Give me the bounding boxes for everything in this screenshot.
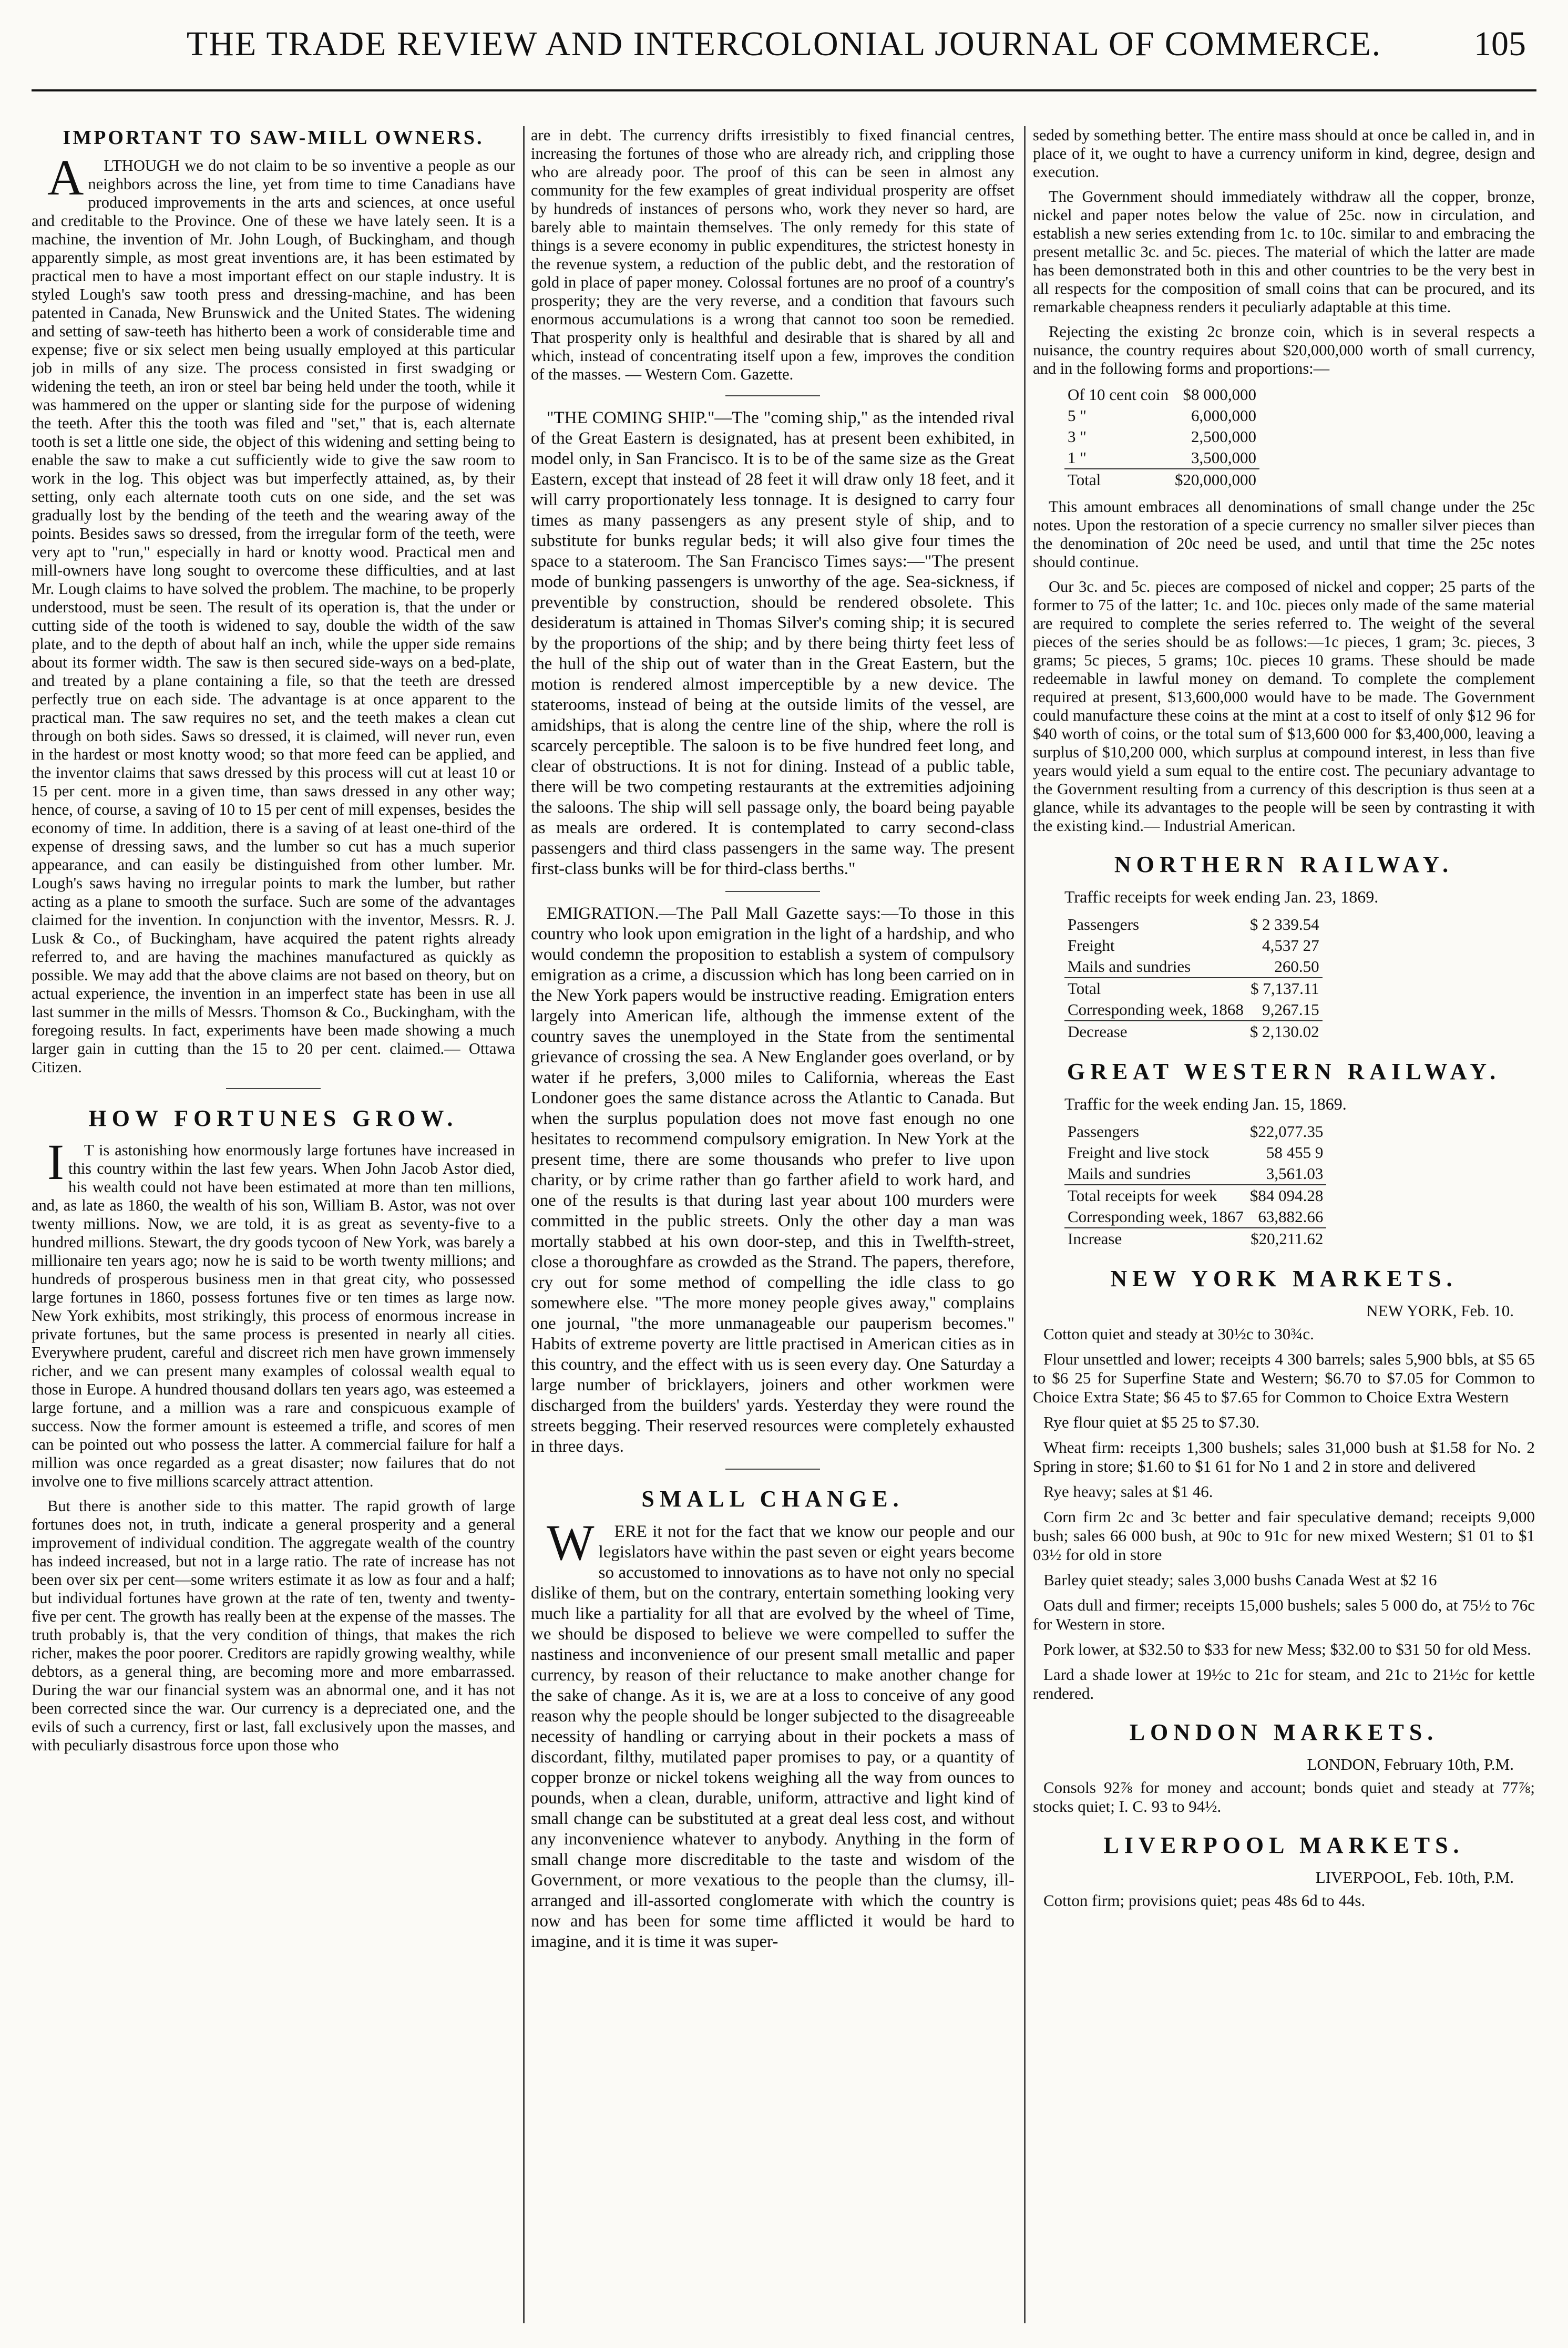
market-item: Barley quiet steady; sales 3,000 bushs Canada West at $2 16 (1043, 1571, 1437, 1589)
market-item: Pork lower, at $32.50 to $33 for new Mess; $32.00 to $31 50 for old Mess. (1043, 1640, 1531, 1658)
table-row: Freight and live stock 58 455 9 (1068, 1143, 1324, 1162)
market-item: Wheat firm: receipts 1,300 bushels; sales 31,000 bush at $1.58 for No. 2 Spring in store; $1.60 to $1 61 for No 1 and 2 in store and delivered (1033, 1438, 1535, 1475)
header-rule (32, 89, 1536, 91)
table-row: Passengers $22,077.35 (1068, 1122, 1324, 1141)
table-row: Freight 4,537 27 (1068, 936, 1319, 955)
article-emigration: EMIGRATION.—The Pall Mall Gazette says:—To those in this country who look upon emigration in the light of a hardship, and who would condemn the proposition to establish a system of compulsory emigration as a crime, a discussion which has long been carried on in the New York papers would be instructive reading. Emigration enters largely into American life, although the immense extent of the country saves the unemployed in the State from the sentimental grievance of crossing the sea. A New Englander goes overland, or by water if he prefers, 3,000 miles to California, whereas the East Londoner goes the same distance across the Atlantic to Canada. But when the surplus population does not move fast enough no one hesitates to recommend compulsory emigration. In New York at the present time, there are some thousands who prefer to live upon charity, or by crime rather than go farther afield to work hard, and one of the results is that during last year about 100 murders were committed in the public streets. Only the other day a man was mortally stabbed at his own door-step, and this in Twelfth-street, close a thoroughfare as crowded as the Strand. The papers, therefore, cry out for some method of compelling the idle class to go somewhere else. "The more money people gives away," complains one journal, "the more unmanageable our pauperism becomes." Habits of extreme poverty are little practised in American cities as in this country, and the effect with us is seen every day. One Saturday a large number of bricklayers, joiners and other workmen were discharged from the builders' yards. Yesterday they were round the streets begging. Their reserved resources were completely exhausted in three days. (531, 904, 1014, 1456)
table-row: Corresponding week, 1868 9,267.15 (1068, 1000, 1319, 1019)
new-york-markets (1033, 1265, 1535, 1703)
heading-new-york-markets: NEW YORK MARKETS. (1110, 1266, 1458, 1291)
column-divider (523, 126, 525, 2323)
small-change-paragraph: Our 3c. and 5c. pieces are composed of nickel and copper; 25 parts of the former to 75 of the latter; 1c. and 10c. pieces only made of the same material are required to complete the series referred to. The weight of the several pieces of the series should be as follows:—1c pieces, 1 gram; 3c. pieces, 3 grams; 5c pieces, 5 grams; 10c. pieces 10 grams. These should be made redeemable in lawful money on demand. To complete the complement required at present, $13,600,000 would have to be made. The Government could manufacture these coins at the mint at a cost to itself of only $12 96 for $40 worth of coins, or the total sum of $13,600 000 for $3,400,000, leaving a surplus of $10,200 000, which surplus at compound interest, in less than five years would yield a sum equal to the entire cost. The pecuniary advantage to the Government resulting from a currency of this description is thus seen at a glance, while its advantages to the people will be seen by contrasting it with the existing kind.— Industrial American. (1033, 578, 1535, 835)
article-body-fortunes-2: But there is another side to this matter. The rapid growth of large fortunes does not, in truth, indicate a general prosperity and a general improvement of individual condition. The aggregate wealth of the country has indeed increased, but not in a large ratio. The rate of increase has not been over six per cent—some writers estimate it as low as four and a half; but individual fortunes have grown at the rate of ten, twenty and twenty-five per cent. The growth has really been at the expense of the masses. The truth probably is, that the very condition of things, that makes the rich richer, makes the poor poorer. Creditors are rapidly growing wealthy, while debtors, as a general thing, are becoming more and more embarrassed. During the war our financial system was an abnormal one, and it has not been corrected since the war. Our currency is a depreciated one, and the evils of such a currency, first or last, fall exclusively upon the masses, and with peculiarly disastrous force upon those who (32, 1497, 515, 1754)
market-item: Corn firm 2c and 3c better and fair speculative demand; receipts 9,000 bush; sales 66 000 bush, at 90c to 91c for new mixed Western; $1 01 to $1 03½ for old in store (1033, 1508, 1535, 1564)
article-body-sawmill: ALTHOUGH we do not claim to be so inventive a people as our neighbors across the line, yet from time to time Canadians have produced improvements in the arts and sciences, at once useful and creditable to the Province. One of these we have lately seen. It is a machine, the invention of Mr. John Lough, of Buckingham, and though apparently simple, as most great inventions are, it has been estimated by practical men to have a most important effect on our staple industry. It is styled Lough's saw tooth press and dressing-machine, and has been patented in Canada, New Brunswick and the United States. The widening and setting of saw-teeth has hitherto been a work of considerable time and expense; five or six select men being usually employed at this particular job in mills of any size. The process consisted in first swadging or widening the teeth, an iron or steel bar being held under the tooth, while it was hammered on the upper or slanting side for the purpose of widening the teeth. After this the tooth was filed and "set," that is, each alternate tooth is set a little one side, the object of this widening and setting being to enable the saw to make a cut sufficiently wide to give the saw room to work in the log. This object was but imperfectly attained, as, by their setting, only each alternate tooth cuts on one side, and the set was gradually lost by the bending of the teeth and the wearing away of the points. Besides saws so dressed, from the irregular form of the teeth, were very apt to "run," especially in hard or knotty wood. Practical men and mill-owners have long sought to overcome these difficulties, and at last Mr. Lough claims to have solved the problem. The machine, to be properly understood, must be seen. The result of its operation is, that the under or cutting side of the tooth is widened to say, double the width of the saw plate, and to the depth of about half an inch, while the upper side remains about its former width. The saw is then secured side-ways on a bed-plate, and treated by a plane containing a file, so that the teeth are dressed perfectly true on each side. The advantage is at once apparent to the practical man. The saw requires no set, and the teeth makes a clean cut through on both sides. Saws so dressed, it is claimed, will never run, even in the hardest or most knotty wood; so that more feed can be applied, and the inventor claims that saws dressed by this process will cut at least 10 or 15 per cent. more in a given time, than saws dressed in any other way; hence, of course, a saving of 10 to 15 per cent of mill expenses, besides the economy of time. In addition, there is a saving of at least one-third of the expense of dressing saws, and the lumber so cut has a much superior appearance, and can easily be distinguished from other lumber. Mr. Lough's saws having no irregular points to mark the lumber, but rather acting as a plane to smooth the surface. Such are some of the advantages claimed for the invention. In conjunction with the inventor, Messrs. R. J. Lusk & Co., of Buckingham, have acquired the patent rights already referred to, and are having the machines manufactured as quickly as possible. We may add that the above claims are not based on theory, but on actual experience, the invention in an imperfect state has been in use all last summer in the mills of Messrs. Thomson & Co., Buckingham, with the foregoing results. In fact, experiments have been made showing a much larger gain in cutting than the 15 to 20 per cent. claimed.— Ottawa Citizen. (32, 149, 515, 1076)
new-york-dateline: NEW YORK, Feb. 10. (1366, 1301, 1514, 1320)
article-heading-fortunes: HOW FORTUNES GROW. (88, 1105, 458, 1131)
table-row: Corresponding week, 1867 63,882.66 (1068, 1207, 1324, 1226)
column-1 (32, 126, 515, 2323)
article-separator (725, 1469, 820, 1470)
market-item: Oats dull and firmer; receipts 15,000 bushels; sales 5 000 do, at 75½ to 76c for Western in store. (1033, 1596, 1535, 1633)
table-total-row: Decrease $ 2,130.02 (1064, 1021, 1323, 1042)
market-item: Rye heavy; sales at $1 46. (1043, 1482, 1213, 1501)
column-2 (531, 126, 1014, 2323)
column-divider (1024, 126, 1026, 2323)
journal-title: THE TRADE REVIEW AND INTERCOLONIAL JOURNAL OF COMMERCE. (186, 25, 1382, 63)
market-item: Cotton quiet and steady at 30½c to 30¾c. (1043, 1325, 1314, 1343)
northern-caption: Traffic receipts for week ending Jan. 23, 1869. (1064, 887, 1379, 906)
heading-london-markets: LONDON MARKETS. (1129, 1719, 1439, 1745)
page-number: 105 (1474, 25, 1526, 63)
table-row: Of 10 cent coin $8 000,000 (1068, 385, 1256, 404)
article-separator (725, 395, 820, 396)
article-heading-sawmill: IMPORTANT TO SAW-MILL OWNERS. (63, 127, 484, 149)
article-coming-ship: "THE COMING SHIP."—The "coming ship," as the intended rival of the Great Eastern is designated, has at present been exhibited, in model only, in San Francisco. It is to be of the same size as the Great Eastern, except that instead of 28 feet it will draw only 18 feet, and it will carry proportionately less tonnage. It is designed to carry four times as many passengers as any present style of ship, and to substitute for bunks regular beds; it will also give four times the space to a stateroom. The San Francisco Times says:—"The present mode of bunking passengers is unworthy of the age. Sea-sickness, if preventible by construction, should be rendered obsolete. This desideratum is attained in Thomas Silver's coming ship; it is secured by the proportions of the ship; and by there being thirty feet less of the hull of the ship out of water than in the Great Eastern, but the motion is rendered almost imperceptible by a new device. The staterooms, instead of being at the outside limits of the vessel, are amidships, that is along the centre line of the ship, where the roll is scarcely perceptible. The saloon is to be five hundred feet long, and clear of obstructions. It is not for dining. Instead of a public table, there will be two competing restaurants at the extremities adjoining the saloons. The ship will sell passage only, the board being payable as meals are ordered. It is contemplated to carry second-class passengers and third class passengers in the same way. The present first-class bunks will be for third-class berths." (531, 408, 1014, 878)
table-row: Mails and sundries 260.50 (1068, 957, 1319, 976)
page-header (32, 21, 1536, 100)
great-western-caption: Traffic for the week ending Jan. 15, 1869. (1064, 1094, 1347, 1113)
article-body-small-change: WERE it not for the fact that we know our people and our legislators have within the past seven or eight years become so accustomed to innovations as to have not only no special dislike of them, but on the contrary, entertain something looking very much like a partiality for all that are evolved by the wheel of Time, we should be disposed to believe we were compelled to suffer the nastiness and inconvenience of our present small metallic and paper currency, by reason of their reluctance to make another change for the sake of change. As it is, we are at a loss to conceive of any good reason why the people should be longer subjected to the disagreeable necessity of handling or carrying about in their pockets a mass of discordant, filthy, mutilated paper promises to pay, or a quantity of copper bronze or nickel tokens weighing all the way from ounces to pounds, when a clean, durable, uniform, attractive and light kind of small change can be substituted at a great deal less cost, and without any inconvenience whatever to anybody. Anything in the form of small change more discreditable to the taste and wisdom of the Government, or more vexatious to the people than the clumsy, ill-arranged and ill-assorted conglomerate with which the country is now and has been for some time afflicted it would be hard to imagine, and it is time it was super- (531, 1514, 1014, 1951)
article-separator (226, 1088, 321, 1089)
column-3 (1033, 126, 1535, 2323)
table-total-row: Total receipts for week $84 094.28 (1064, 1185, 1326, 1206)
small-change-continuation: seded by something better. The entire mass should at once be called in, and in place of it, we ought to have a currency uniform in kind, degree, design and execution. (1033, 126, 1535, 181)
small-change-paragraph: Rejecting the existing 2c bronze coin, which is in several respects a nuisance, the country requires about $20,000,000 worth of small currency, and in the following forms and proportions:— (1033, 323, 1535, 377)
article-heading-small-change: SMALL CHANGE. (641, 1486, 904, 1512)
table-row: 5 " 6,000,000 (1068, 406, 1256, 425)
article-separator (725, 891, 820, 892)
table-row: Mails and sundries 3,561.03 (1068, 1164, 1324, 1183)
small-change-paragraph: This amount embraces all denominations of small change under the 25c notes. Upon the restoration of a specie currency no smaller silver pieces than the denomination of 20c need be used, and until that time the 25c notes should continue. (1033, 498, 1535, 571)
london-markets (1033, 1719, 1535, 1816)
heading-great-western-railway: GREAT WESTERN RAILWAY. (1067, 1059, 1501, 1084)
fortunes-continuation: are in debt. The currency drifts irresistibly to fixed financial centres, increasing the fortunes of those who are already rich, and crippling those who are already poor. The proof of this can be seen in almost any community for the few examples of great individual prosperity are offset by hundreds of instances of persons who, work they never so hard, are barely able to maintain themselves. The only remedy for this state of things is a severe economy in public expenditures, the strictest honesty in the revenue system, a reduction of the public debt, and the restoration of gold in place of paper money. Colossal fortunes are no proof of a country's prosperity; they are the very reverse, and a condition that favours such enormous accumulations is a wrong that cannot too soon be remedied. That prosperity only is healthful and desirable that is shared by all and which, instead of concentrating itself upon a few, improves the condition of the masses. — Western Com. Gazette. (531, 126, 1014, 383)
table-row: Passengers $ 2 339.54 (1068, 915, 1319, 934)
table-row: 1 " 3,500,000 (1068, 448, 1256, 467)
great-western-table (1064, 1121, 1326, 1249)
market-item: Lard a shade lower at 19½c to 21c for steam, and 21c to 21½c for kettle rendered. (1033, 1665, 1535, 1703)
heading-liverpool-markets: LIVERPOOL MARKETS. (1103, 1832, 1464, 1858)
market-item: Cotton firm; provisions quiet; peas 48s 6d to 44s. (1043, 1891, 1366, 1910)
northern-table (1064, 914, 1323, 1042)
small-change-paragraph: The Government should immediately withdraw all the copper, bronze, nickel and paper notes below the value of 25c. now in circulation, and establish a new series extending from 1c. to 10c. similar to and embracing the present metallic 3c. and 5c. pieces. The material of which the latter are made has been demonstrated both in this and other countries to be the very best in all respects for the composition of small coins that can be procured, and its remarkable cheapness renders it peculiarly adaptable at this time. (1033, 188, 1535, 316)
article-body-fortunes: IT is astonishing how enormously large fortunes have increased in this country within the last few years. When John Jacob Astor died, his wealth could not have been estimated at more than ten millions, and, as late as 1860, the wealth of his son, William B. Astor, was not over twenty millions. Now, we are told, it is as great as seventy-five to a hundred millions. Stewart, the dry goods tycoon of New York, was barely a millionaire ten years ago; now he is said to be worth twenty millions; and hundreds of prosperous business men in that great city, who possessed large fortunes in 1860, possess fortunes five or ten times as large now. New York exhibits, most strikingly, this process of enormous increase in private fortunes, but the same process is presented in nearly all cities. Everywhere prudent, careful and discreet rich men have grown immensely richer, and we can present many examples of colossal wealth equal to those in Europe. A hundred thousand dollars ten years ago, was esteemed a large fortune, and a million was a rare and conspicuous example of success. Now the former amount is esteemed a trifle, and scores of men can be pointed out who possess the latter. A commercial failure for half a million was once regarded as a great disaster; now failures that do not involve one to five millions scarcely attract attention. (32, 1134, 515, 1490)
liverpool-dateline: LIVERPOOL, Feb. 10th, P.M. (1315, 1868, 1514, 1886)
table-row: 3 " 2,500,000 (1068, 427, 1256, 446)
liverpool-markets (1033, 1832, 1535, 1910)
table-total-row: Increase $20,211.62 (1064, 1228, 1326, 1249)
market-item: Rye flour quiet at $5 25 to $7.30. (1043, 1413, 1260, 1431)
market-item: Consols 92⅞ for money and account; bonds quiet and steady at 77⅞; stocks quiet; I. C. 93 to 94½. (1033, 1778, 1535, 1816)
market-item: Flour unsettled and lower; receipts 4 300 barrels; sales 5,900 bbls, at $5 65 to $6 25 for Superfine State and Western; $6.70 to $7.05 for Common to Choice Extra State; $6 45 to $7.65 for Common to Choice Extra Western (1033, 1350, 1535, 1406)
coin-table (1064, 384, 1259, 490)
heading-northern-railway: NORTHERN RAILWAY. (1114, 852, 1454, 877)
table-total-row: Total $20,000,000 (1064, 469, 1259, 490)
table-total-row: Total $ 7,137.11 (1064, 978, 1323, 999)
london-dateline: LONDON, February 10th, P.M. (1307, 1755, 1514, 1773)
